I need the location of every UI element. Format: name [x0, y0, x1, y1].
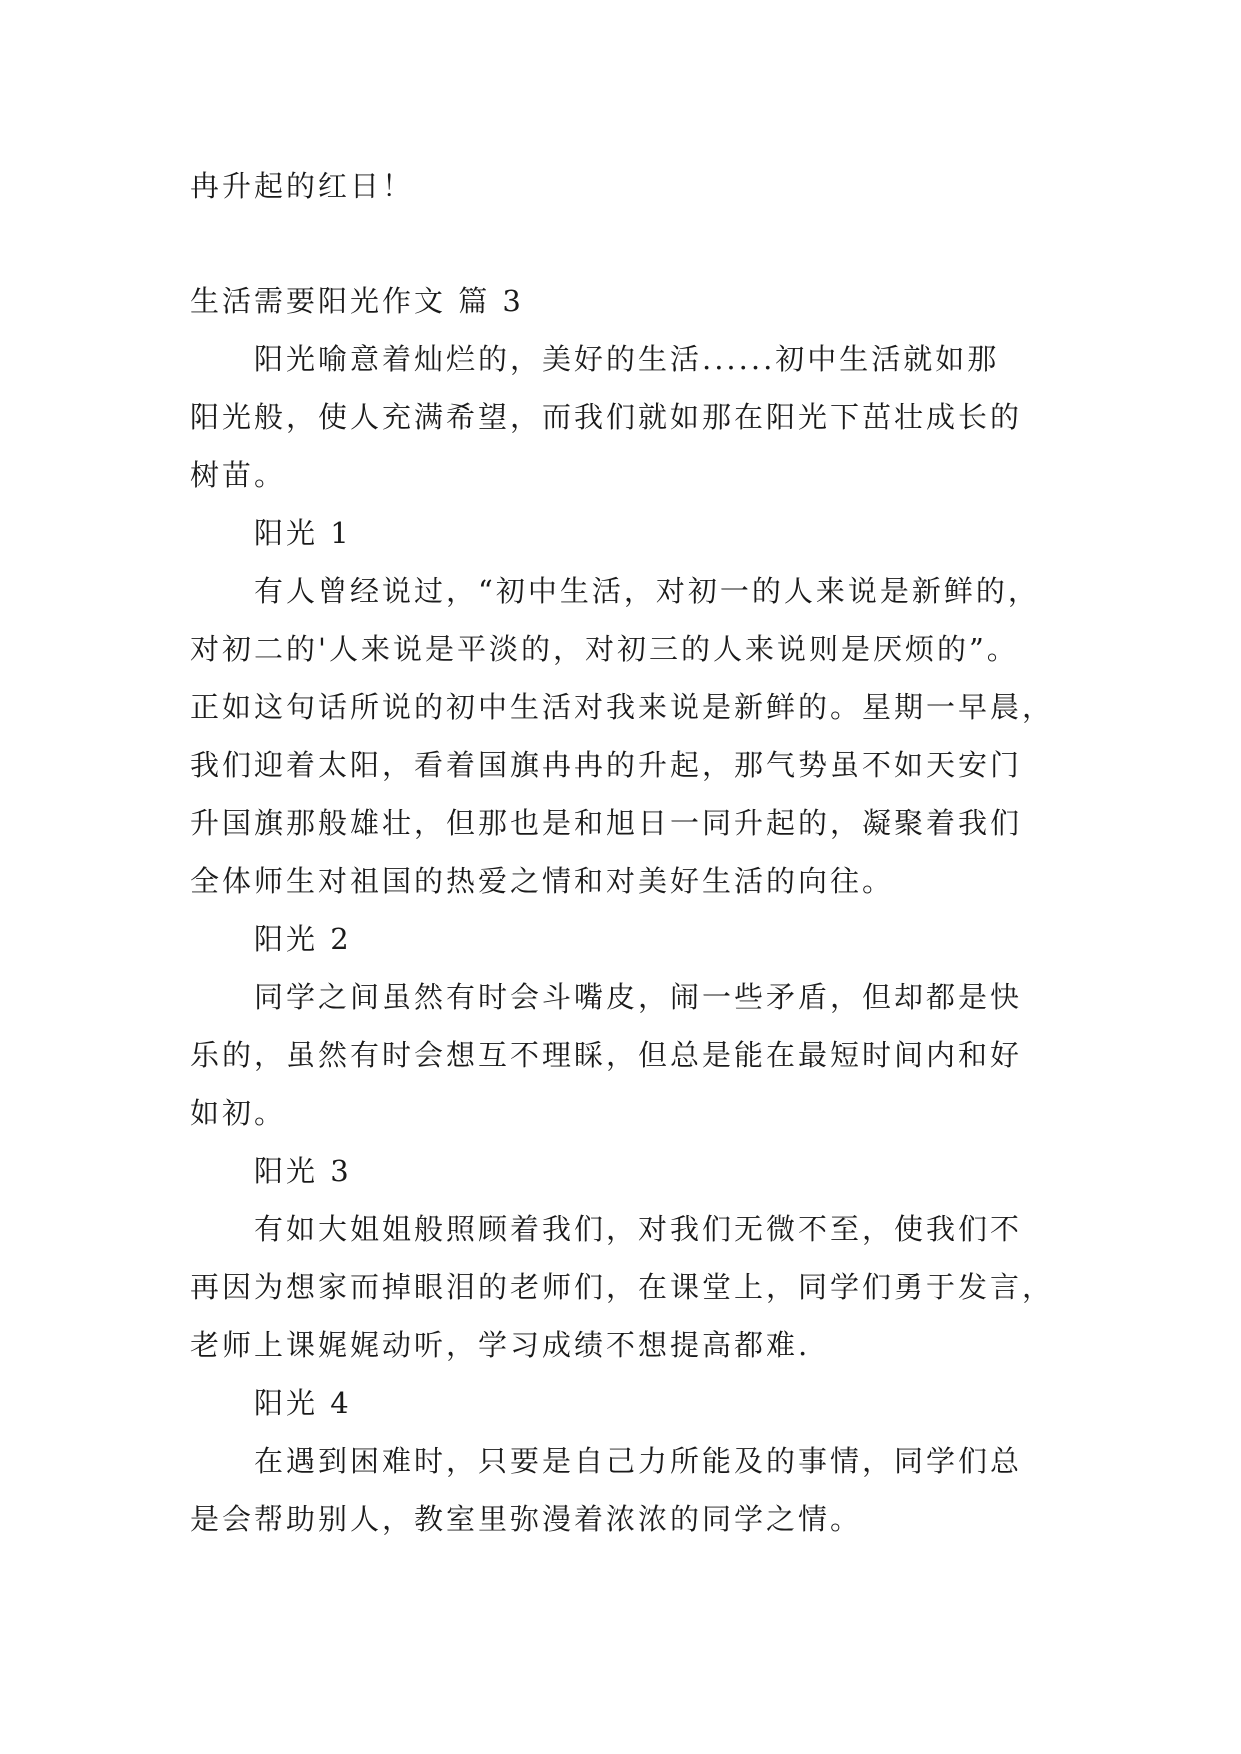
essay-body: [190, 272, 1060, 1548]
section-title-2: 阳光 2: [254, 922, 352, 956]
section-3-line: 再因为想家而掉眼泪的老师们，在课堂上，同学们勇于发言，: [190, 1270, 1055, 1304]
section-title-1: 阳光 1: [254, 516, 352, 550]
section-title-3: 阳光 3: [254, 1154, 352, 1188]
intro-line: 阳光喻意着灿烂的，美好的生活......初中生活就如那: [254, 342, 1000, 376]
section-2-line: 同学之间虽然有时会斗嘴皮，闹一些矛盾，但却都是快: [254, 980, 1023, 1014]
section-1-line: 全体师生对祖国的热爱之情和对美好生活的向往。: [190, 864, 895, 898]
section-1-line: 正如这句话所说的初中生活对我来说是新鲜的。星期一早晨，: [190, 690, 1055, 724]
section-3-line: 有如大姐姐般照顾着我们，对我们无微不至，使我们不: [254, 1212, 1023, 1246]
top-fragment-block: [190, 157, 1060, 215]
section-2-line: 如初。: [190, 1096, 287, 1130]
intro-line: 树苗。: [190, 458, 287, 492]
top-fragment-line: 冉升起的红日！: [190, 169, 415, 203]
section-1-line: 有人曾经说过，“初中生活，对初一的人来说是新鲜的，: [254, 574, 1040, 608]
section-1-line: 升国旗那般雄壮，但那也是和旭日一同升起的，凝聚着我们: [190, 806, 1023, 840]
section-1-line: 我们迎着太阳，看着国旗冉冉的升起，那气势虽不如天安门: [190, 748, 1023, 782]
section-2-line: 乐的，虽然有时会想互不理睬，但总是能在最短时间内和好: [190, 1038, 1023, 1072]
section-3-line: 老师上课娓娓动听，学习成绩不想提高都难.: [190, 1328, 811, 1362]
essay-heading: 生活需要阳光作文 篇 3: [190, 284, 524, 318]
section-1-line: 对初二的'人来说是平淡的，对初三的人来说则是厌烦的”。: [190, 632, 1019, 666]
intro-line: 阳光般，使人充满希望，而我们就如那在阳光下茁壮成长的: [190, 400, 1023, 434]
section-title-4: 阳光 4: [254, 1386, 352, 1420]
section-4-line: 是会帮助别人，教室里弥漫着浓浓的同学之情。: [190, 1502, 863, 1536]
section-4-line: 在遇到困难时，只要是自己力所能及的事情，同学们总: [254, 1444, 1023, 1478]
